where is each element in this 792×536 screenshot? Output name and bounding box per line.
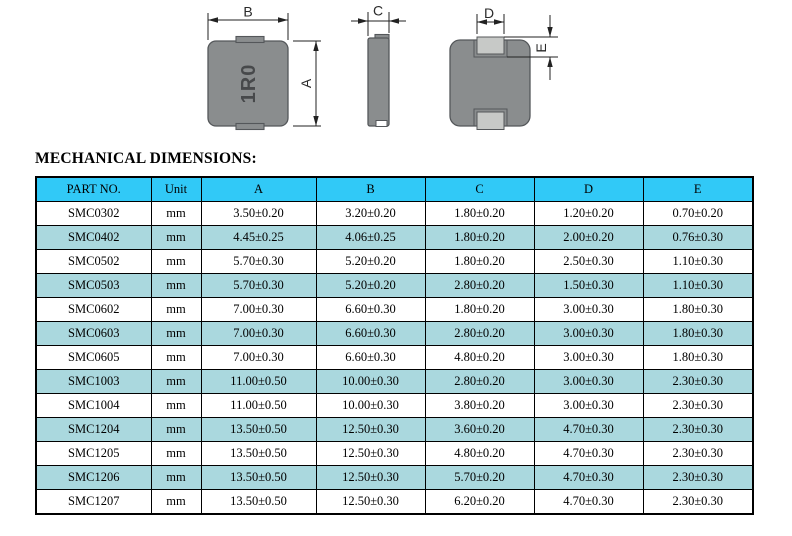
part-no-cell: SMC1207 — [36, 490, 151, 515]
table-row — [36, 226, 753, 250]
dimension-cell: 3.80±0.20 — [425, 394, 534, 418]
dimension-cell: 4.80±0.20 — [425, 442, 534, 466]
dimension-cell: 13.50±0.50 — [201, 442, 316, 466]
dimension-e-label: E — [533, 43, 549, 53]
dimension-cell: 2.30±0.30 — [643, 442, 753, 466]
dimension-cell: 10.00±0.30 — [316, 370, 425, 394]
arrowhead — [358, 18, 368, 23]
dimension-cell: 13.50±0.50 — [201, 490, 316, 515]
dimension-cell: 5.20±0.20 — [316, 250, 425, 274]
dimension-cell: 2.80±0.20 — [425, 370, 534, 394]
side-terminal-notch — [376, 121, 387, 127]
table-row — [36, 346, 753, 370]
dimension-cell: 2.30±0.30 — [643, 370, 753, 394]
dimension-cell: 1.80±0.20 — [425, 298, 534, 322]
dimension-cell: 2.80±0.20 — [425, 274, 534, 298]
dimension-cell: 11.00±0.50 — [201, 370, 316, 394]
dimension-cell: mm — [151, 346, 201, 370]
dimension-cell: 2.30±0.30 — [643, 418, 753, 442]
dimension-cell: mm — [151, 418, 201, 442]
table-row — [36, 442, 753, 466]
part-no-cell: SMC0302 — [36, 202, 151, 226]
dimension-cell: mm — [151, 250, 201, 274]
dimension-cell: 3.00±0.30 — [534, 370, 643, 394]
dimension-cell: 6.60±0.30 — [316, 298, 425, 322]
dimension-cell: 4.70±0.30 — [534, 490, 643, 515]
part-no-cell: SMC0503 — [36, 274, 151, 298]
front-view — [208, 4, 321, 130]
dimension-cell: 4.70±0.30 — [534, 466, 643, 490]
top-solder-pad — [477, 37, 504, 54]
column-header: PART NO. — [36, 177, 151, 202]
dimension-cell: 0.76±0.30 — [643, 226, 753, 250]
arrowhead — [494, 19, 504, 24]
dimension-cell: 12.50±0.30 — [316, 442, 425, 466]
table-row — [36, 250, 753, 274]
dimension-cell: 1.80±0.30 — [643, 298, 753, 322]
dimension-cell: 1.80±0.20 — [425, 226, 534, 250]
dimension-cell: 2.30±0.30 — [643, 466, 753, 490]
dimension-d-label: D — [483, 5, 495, 21]
dimension-cell: 2.50±0.30 — [534, 250, 643, 274]
dimension-cell: mm — [151, 466, 201, 490]
dimension-cell: 10.00±0.30 — [316, 394, 425, 418]
part-no-cell: SMC0402 — [36, 226, 151, 250]
table-row — [36, 322, 753, 346]
part-no-cell: SMC1003 — [36, 370, 151, 394]
part-no-cell: SMC1205 — [36, 442, 151, 466]
part-no-cell: SMC1206 — [36, 466, 151, 490]
dimension-cell: 3.00±0.30 — [534, 394, 643, 418]
dimension-a-label: A — [298, 78, 314, 89]
part-no-cell: SMC1204 — [36, 418, 151, 442]
dimension-cell: 7.00±0.30 — [201, 298, 316, 322]
column-header: B — [316, 177, 425, 202]
dimension-cell: mm — [151, 202, 201, 226]
table-row — [36, 202, 753, 226]
dimension-cell: mm — [151, 490, 201, 515]
part-no-cell: SMC0605 — [36, 346, 151, 370]
dimension-cell: 12.50±0.30 — [316, 418, 425, 442]
dimension-cell: 1.80±0.20 — [425, 202, 534, 226]
arrowhead — [313, 41, 318, 51]
arrowhead — [313, 116, 318, 126]
section-title: MECHANICAL DIMENSIONS: — [35, 150, 257, 167]
column-header: A — [201, 177, 316, 202]
dimension-cell: 2.30±0.30 — [643, 490, 753, 515]
column-header: D — [534, 177, 643, 202]
column-header: Unit — [151, 177, 201, 202]
dimension-cell: 13.50±0.50 — [201, 418, 316, 442]
dimension-cell: mm — [151, 226, 201, 250]
dimension-cell: 4.70±0.30 — [534, 442, 643, 466]
dimension-cell: 4.80±0.20 — [425, 346, 534, 370]
column-header: C — [425, 177, 534, 202]
top-terminal-tab — [236, 37, 264, 43]
dimension-c-label: C — [372, 2, 384, 19]
part-no-cell: SMC0502 — [36, 250, 151, 274]
table-row — [36, 394, 753, 418]
table-row — [36, 274, 753, 298]
part-no-cell: SMC1004 — [36, 394, 151, 418]
dimension-cell: 3.20±0.20 — [316, 202, 425, 226]
dimension-cell: 3.50±0.20 — [201, 202, 316, 226]
side-view — [351, 3, 406, 127]
inductor-body-side — [368, 38, 389, 126]
arrowhead — [278, 17, 288, 23]
dimension-cell: 1.20±0.20 — [534, 202, 643, 226]
dimension-cell: 1.80±0.20 — [425, 250, 534, 274]
dimension-cell: 3.00±0.30 — [534, 346, 643, 370]
arrowhead — [389, 18, 399, 23]
bottom-view — [450, 5, 558, 130]
dimension-cell: mm — [151, 442, 201, 466]
dimension-cell: mm — [151, 322, 201, 346]
table-row — [36, 418, 753, 442]
dimension-cell: 1.80±0.30 — [643, 346, 753, 370]
dimension-cell: 4.70±0.30 — [534, 418, 643, 442]
dimension-cell: 12.50±0.30 — [316, 466, 425, 490]
part-no-cell: SMC0602 — [36, 298, 151, 322]
dimension-cell: 1.10±0.30 — [643, 274, 753, 298]
bottom-terminal-tab — [236, 124, 264, 130]
dimension-cell: 7.00±0.30 — [201, 346, 316, 370]
dimension-cell: 13.50±0.50 — [201, 466, 316, 490]
dimension-cell: 3.60±0.20 — [425, 418, 534, 442]
table-row — [36, 370, 753, 394]
table-row — [36, 298, 753, 322]
dimension-cell: mm — [151, 274, 201, 298]
dimension-cell: 11.00±0.50 — [201, 394, 316, 418]
dimension-cell: mm — [151, 394, 201, 418]
dimension-cell: 2.30±0.30 — [643, 394, 753, 418]
arrowhead — [547, 27, 552, 37]
dimension-cell: 4.06±0.25 — [316, 226, 425, 250]
dimension-b-label: B — [243, 3, 253, 20]
dimension-cell: 1.50±0.30 — [534, 274, 643, 298]
part-marking-text: 1R0 — [238, 63, 260, 104]
dimension-cell: 3.00±0.30 — [534, 298, 643, 322]
dimension-cell: 6.20±0.20 — [425, 490, 534, 515]
column-header: E — [643, 177, 753, 202]
dimension-cell: 6.60±0.30 — [316, 346, 425, 370]
dimension-cell: 1.10±0.30 — [643, 250, 753, 274]
dimension-cell: 12.50±0.30 — [316, 490, 425, 515]
table-row — [36, 490, 753, 515]
arrowhead — [547, 57, 552, 67]
part-no-cell: SMC0603 — [36, 322, 151, 346]
arrowhead — [208, 17, 218, 23]
dimension-cell: 5.70±0.20 — [425, 466, 534, 490]
dimensions-table-body — [36, 202, 753, 515]
dimension-cell: mm — [151, 298, 201, 322]
dimension-cell: 4.45±0.25 — [201, 226, 316, 250]
dimension-cell: 5.20±0.20 — [316, 274, 425, 298]
bottom-solder-pad — [477, 112, 504, 130]
table-row — [36, 466, 753, 490]
dimension-cell: mm — [151, 370, 201, 394]
table-header-row — [36, 177, 753, 202]
dimension-cell: 5.70±0.30 — [201, 250, 316, 274]
dimension-cell: 3.00±0.30 — [534, 322, 643, 346]
dimension-cell: 1.80±0.30 — [643, 322, 753, 346]
component-dimension-drawing — [0, 0, 792, 148]
mechanical-dimensions-table — [35, 176, 754, 515]
dimension-cell: 2.00±0.20 — [534, 226, 643, 250]
dimension-cell: 5.70±0.30 — [201, 274, 316, 298]
dimension-cell: 0.70±0.20 — [643, 202, 753, 226]
dimension-cell: 2.80±0.20 — [425, 322, 534, 346]
dimension-cell: 7.00±0.30 — [201, 322, 316, 346]
dimension-cell: 6.60±0.30 — [316, 322, 425, 346]
